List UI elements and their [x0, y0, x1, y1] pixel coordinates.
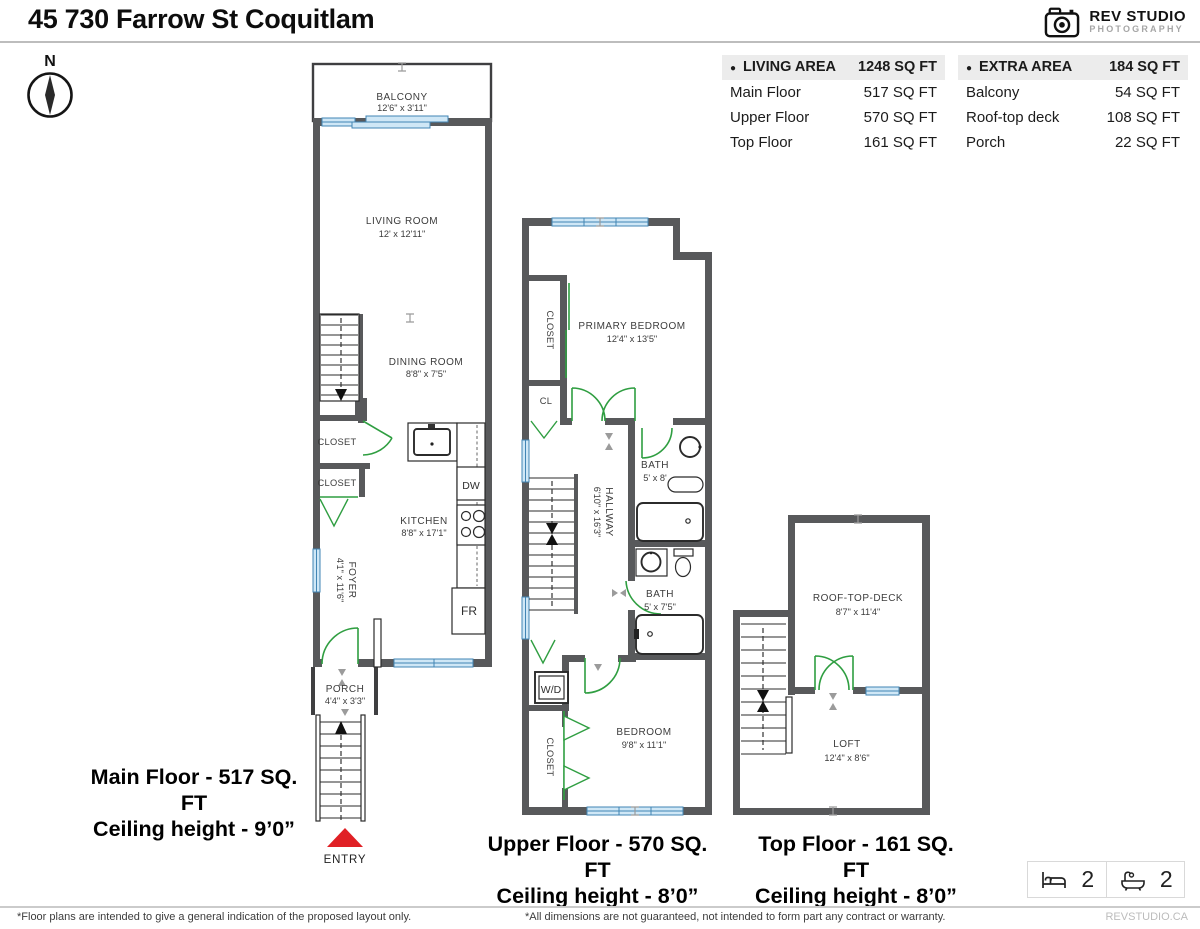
toilet-bowl: [676, 558, 691, 577]
baths-badge: [1107, 861, 1186, 898]
burner: [474, 527, 485, 538]
row-value: 517 SQ FT: [863, 84, 937, 101]
row-label: Top Floor: [730, 134, 793, 151]
upper-floor-caption: [480, 831, 715, 909]
room-name: BATH: [646, 589, 674, 600]
bifold-door: [320, 499, 348, 526]
tick-marker: [605, 443, 613, 450]
faucet: [634, 629, 639, 639]
living-area-total: 1248 SQ FT: [858, 59, 937, 75]
footer-divider: [0, 906, 1200, 908]
room-name: CLOSET: [545, 737, 555, 777]
living-area-title: LIVING AREA: [743, 59, 836, 75]
tick-marker: [341, 709, 349, 716]
burner: [474, 511, 485, 522]
sliding-door-window: [352, 122, 430, 128]
toilet-tank: [674, 549, 693, 556]
tick-marker: [605, 433, 613, 440]
drain: [686, 519, 690, 523]
room-dims: 4'4" x 3'3": [324, 696, 366, 706]
room-name: DINING ROOM: [388, 357, 464, 368]
appliance-label: FR: [461, 604, 477, 618]
row-value: 22 SQ FT: [1114, 134, 1180, 151]
room-dims: 12'4" x 8'6": [824, 753, 870, 763]
room-name: KITCHEN: [400, 516, 448, 527]
top-stairs: [741, 624, 792, 754]
row-label: Balcony: [966, 84, 1020, 101]
stairs-arrow: [546, 534, 558, 545]
row-value: 108 SQ FT: [1106, 109, 1180, 126]
bathtub: [637, 503, 703, 541]
tick-marker: [338, 669, 346, 676]
upper-floor-plan: [522, 218, 712, 815]
logo-name: REV STUDIO: [1089, 8, 1186, 26]
room-name: CLOSET: [317, 437, 357, 447]
row-label: Main Floor: [730, 84, 801, 101]
extra-area-title: EXTRA AREA: [979, 59, 1073, 75]
bullet-icon: ●: [966, 63, 973, 74]
sliding-door-window: [366, 116, 448, 122]
stairs-arrow: [757, 690, 769, 701]
sliding-door-leaf: [564, 766, 589, 790]
bed-icon: [1039, 868, 1069, 892]
main-stairs: [320, 314, 359, 401]
room-name: CLOSET: [545, 310, 555, 350]
disclaimer-left: *Floor plans are intended to give a general indication of the proposed layout only.: [17, 911, 412, 923]
room-name: BALCONY: [376, 92, 428, 103]
row-label: Porch: [966, 134, 1006, 151]
bifold-door: [531, 640, 555, 663]
sliding-door-leaf: [564, 716, 589, 740]
room-name: PORCH: [325, 684, 365, 695]
room-name: HALLWAY: [603, 487, 614, 537]
caption-line2: Ceiling height - 8’0”: [496, 884, 699, 908]
beds-count: 2: [1081, 866, 1095, 892]
room-dims: 8'8" x 17'1": [401, 528, 447, 538]
caption-line1: Top Floor - 161 SQ. FT: [758, 832, 954, 882]
burner: [462, 528, 471, 537]
stairs-arrow: [546, 523, 558, 534]
room-name: CL: [539, 396, 553, 406]
burner: [462, 512, 471, 521]
appliance-label: W/D: [540, 684, 562, 696]
room-dims: 12' x 12'11": [378, 229, 426, 239]
caption-line1: Upper Floor - 570 SQ. FT: [487, 832, 708, 882]
room-dims: 9'8" x 11'1": [621, 740, 667, 750]
row-label: Roof-top deck: [966, 109, 1060, 126]
compass-north-label: N: [44, 53, 56, 70]
top-floor-plan: [733, 515, 930, 815]
page-title: 45 730 Farrow St Coquitlam: [28, 4, 375, 34]
bifold-door: [531, 421, 557, 438]
bath-sink: [642, 553, 661, 572]
tick-marker: [829, 703, 837, 710]
faucet: [428, 424, 435, 428]
room-name: LOFT: [833, 739, 861, 750]
baths-count: 2: [1159, 866, 1173, 892]
main-floor-labels: [318, 92, 480, 866]
room-dims: 4'1" x 11'6": [335, 557, 345, 603]
toilet: [668, 477, 703, 492]
site-credit: REVSTUDIO.CA: [1105, 911, 1188, 923]
bath-sink: [680, 437, 700, 457]
top-floor-caption: [750, 831, 962, 909]
caption-line1: Main Floor - 517 SQ. FT: [90, 765, 298, 815]
room-name: CLOSET: [317, 478, 357, 488]
tick-marker: [829, 693, 837, 700]
room-dims: 12'6" x 3'11": [377, 103, 427, 113]
bath-icon: [1118, 868, 1148, 892]
stairs-up-arrow: [335, 721, 347, 734]
caption-line2: Ceiling height - 8’0”: [755, 884, 957, 908]
row-value: 54 SQ FT: [1114, 84, 1180, 101]
tick-marker: [612, 589, 618, 597]
disclaimer-center: *All dimensions are not guaranteed, not intended to form part any contract or warranty.: [525, 911, 946, 923]
room-name: PRIMARY BEDROOM: [578, 321, 686, 332]
main-floor-plan: [311, 63, 492, 866]
row-label: Upper Floor: [730, 109, 810, 126]
entry-label: ENTRY: [323, 854, 367, 866]
bathtub: [636, 615, 703, 654]
top-floor-doors: [815, 656, 853, 690]
logo-subtitle: PHOTOGRAPHY: [1089, 24, 1184, 35]
porch-entry: [311, 619, 381, 847]
bullet-icon: ●: [730, 63, 737, 74]
row-value: 570 SQ FT: [863, 109, 937, 126]
caption-line2: Ceiling height - 9’0”: [93, 817, 295, 841]
room-name: FOYER: [346, 561, 357, 599]
entry-arrow: [327, 828, 363, 847]
room-name: ROOF-TOP-DECK: [812, 593, 904, 604]
room-name: LIVING ROOM: [365, 216, 439, 227]
room-name: BATH: [641, 460, 669, 471]
room-dims: 8'7" x 11'4": [835, 607, 881, 617]
main-floor-caption: [78, 764, 310, 842]
upper-stairs: [529, 478, 574, 610]
row-value: 161 SQ FT: [863, 134, 937, 151]
room-dims: 5' x 7'5": [644, 602, 676, 612]
room-dims: 6'10" x 16'3": [592, 486, 602, 538]
dimension-marker: [406, 314, 414, 322]
tick-marker: [594, 664, 602, 671]
top-floor-labels: [813, 593, 903, 763]
room-dims: 5' x 8': [643, 473, 667, 483]
drain: [648, 632, 653, 637]
beds-badge: [1027, 861, 1107, 898]
bed-bath-badges: [1027, 861, 1185, 898]
room-name: BEDROOM: [616, 727, 672, 738]
tick-marker: [620, 589, 626, 597]
stairs-arrow: [757, 701, 769, 712]
extra-area-total: 184 SQ FT: [1109, 59, 1180, 75]
room-dims: 12'4" x 13'5": [606, 334, 658, 344]
kitchen-sink: [414, 429, 450, 455]
appliance-label: DW: [462, 480, 480, 492]
room-dims: 8'8" x 7'5": [405, 369, 447, 379]
